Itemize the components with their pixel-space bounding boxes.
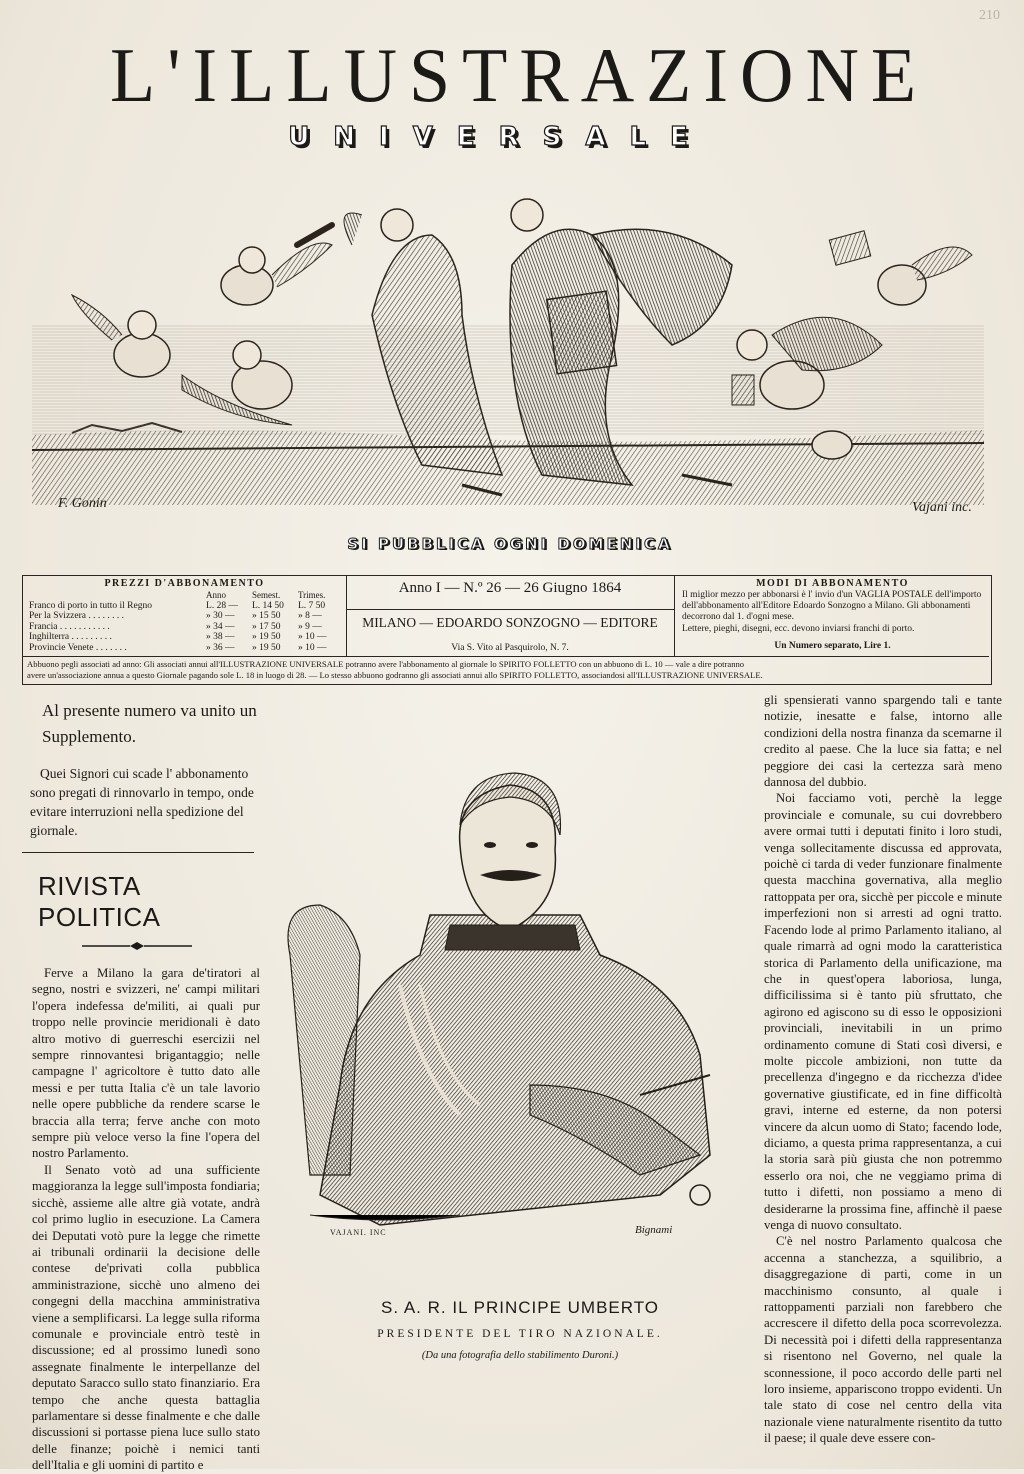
price-header-trimes: Trimes.: [297, 590, 326, 600]
price-header-anno: Anno: [206, 590, 227, 600]
portrait-artist-signature: Bignami: [635, 1224, 673, 1236]
article-paragraph: Noi facciamo voti, perchè la legge provinciale e comunale, su cui dovrebbero avere ormai tutti i deputati finito i loro studi, venga sollecitamente discussa ed approvata, poichè ci tarda di veder funzionare finalmente questa macchina governativa, alla meglio rattoppata per ora, sicchè per piccole e minute imperfezioni non si arresti ad ogni tratto. Facendo lode al primo Parlamento italiano, al quale rimarrà ad ogni modo la caratteristica storica di Parlamento della unificazione, ma che in quest'opera laboriosa, lunga, difficilissima si è tanto più sfruttato, che agirono ed agiscono su di esso le opposizioni provinciali, inevitabili in un primo ordinamento comune di Stati così diversi, e molte piccole ambizioni, non tutte da precellenza d'ingegno e da ricchezza d'idee governative giustificate, ed in fine difficoltà gravi, interne ed esterne, da non potersi vincere da alcun uomo di Stato; facendo lode, diciamo, a questa prima rappresentanza, a cui la storia sarà più giusta che non potremmo esserlo ora noi, che ne veggiamo prima di tutto i difetti, non possiamo a meno di desiderarne la prossima fine, affinchè il paese venga di nuovo consultato.: [764, 791, 1002, 1232]
left-column: [22, 698, 260, 1474]
portrait-caption-source: (Da una fotografia dello stabilimento Duroni.): [421, 1350, 619, 1361]
price-table: [29, 590, 339, 653]
allegorical-engraving: [32, 175, 984, 520]
article-paragraph: Ferve a Milano la gara de'tiratori al segno, nostri e svizzeri, ne' campi militari l'opera indefessa de'militi, ai quali pur troppo nelle provincie meridionali è dato altro motivo di guerreschi esercizii nel sempre rinnovantesi brigantaggio; nelle campagne l' agricoltore è tutto dato alle messi e per tutta Italia c'è un tale lavorio nelle opere pubbliche da rendere scarse le braccia alla terra; ferve anche con moto sempre più veloce verso la fine l'opera del nostro Parlamento.: [32, 966, 260, 1161]
article-left-body: [32, 965, 260, 1474]
article-paragraph: gli spensierati vanno spargendo tali e tante notizie, inesatte e false, intorno alle condizioni della nostra finanza da scemarne il credito al paese. Che la luce sia fatta; e nel peggiore dei casi la certezza sarà meno dannosa del dubbio.: [764, 693, 1002, 790]
renewal-notice: Quei Signori cui scade l' abbonamento sono pregati di rinnovarlo in tempo, onde evitare interruzioni nella spedizione del giornale.: [30, 766, 254, 838]
price-row: Inghilterra . . . . . . . . . » 38 — » 19 50 » 10 —: [29, 632, 327, 642]
article-paragraph: C'è nel nostro Parlamento qualcosa che accenna a stanchezza, a squilibrio, a disaggregazione di parti, come in un macchinismo consunto, al quale i rattoppamenti parziali non farebbero che accrescere il difetto della poca scorrevolezza. Di necessità poi i difetti della rappresentanza si risentono nel Governo, nel quale la sconnessione, il poco accordo delle parti nel loro insieme, appariscono troppo evidenti. Un tale stato di cose nel centro della vita nazionale viene naturalmente risentito da tutto il paese; il quale deve essere con-: [764, 1234, 1002, 1446]
subscription-methods-section: [674, 576, 991, 656]
single-copy-price: Un Numero separato, Lire 1.: [774, 641, 891, 651]
ornament-divider-icon: [82, 941, 192, 951]
discount-footnote-line-1: Abbuono pegli associati ad anno: Gli associati annui all'ILLUSTRAZIONE UNIVERSALE potranno avere l'abbonamento al giornale lo SPIRITO FOLLETTO con un abbuono di L. 10 — vale a dire potranno: [27, 659, 745, 669]
discount-footnote: [23, 656, 989, 683]
discount-footnote-line-2: avere un'associazione annua a questo Giornale pagando sole L. 18 in luogo di 28. — Lo stesso abbuono godranno gli associati annui allo SPIRITO FOLLETTO, associandosi all'ILLUSTRAZIONE UNIVERSALE.: [27, 670, 763, 680]
issue-number: Anno I — N.º 26 — 26 Giugno 1864: [398, 580, 622, 596]
engraving-signature-left: F. Gonin: [58, 496, 107, 511]
page-number: 210: [979, 8, 1000, 23]
price-table-section: [23, 576, 347, 656]
prince-umberto-portrait: [280, 755, 742, 1275]
portrait-caption-role: PRESIDENTE DEL TIRO NAZIONALE.: [377, 1328, 663, 1340]
supplement-notice: Al presente numero va unito un Supplemento.: [42, 701, 257, 746]
portrait-engraver-signature: VAJANI. INC: [330, 1228, 387, 1237]
divider: [22, 852, 254, 853]
issue-info-section: [346, 576, 675, 656]
price-row: Franco di porto in tutto il Regno L. 28 — L. 14 50 L. 7 50: [29, 600, 326, 611]
publisher-address: Via S. Vito al Pasquirolo, N. 7.: [451, 643, 569, 653]
price-row: Per la Svizzera . . . . . . . . » 30 — » 15 50 » 8 —: [29, 611, 322, 621]
engraving-signature-right: Vajani inc.: [912, 500, 972, 515]
publisher-line: MILANO — EDOARDO SONZOGNO — EDITORE: [346, 609, 674, 631]
portrait-caption-name: S. A. R. IL PRINCIPE UMBERTO: [380, 1298, 660, 1317]
price-row: Francia . . . . . . . . . . . » 34 — » 17 50 » 9 —: [29, 621, 322, 632]
right-column: [764, 692, 1002, 1447]
section-title: RIVISTA POLITICA: [38, 871, 161, 932]
masthead-subtitle: UNIVERSALE: [288, 122, 712, 152]
masthead-title: L'ILLUSTRAZIONE: [110, 32, 929, 120]
subscription-instructions: Il miglior mezzo per abbonarsi è l' invio d'un VAGLIA POSTALE dell'importo dell'abbonamento all'Editore Edoardo Sonzogno a Milano. Gli abbonamenti decorrono dal 1. d'ogni mese.: [682, 590, 982, 622]
subscription-methods-title: MODI DI ABBONAMENTO: [756, 578, 909, 589]
portrait-caption: [300, 1298, 740, 1361]
postage-note: Lettere, pieghi, disegni, ecc. devono inviarsi franchi di porto.: [682, 624, 915, 634]
price-table-title: PREZZI D'ABBONAMENTO: [104, 578, 265, 589]
price-row: Provincie Venete . . . . . . . » 36 — » 19 50 » 10 —: [29, 642, 327, 653]
article-paragraph: Il Senato votò ad una sufficiente maggioranza la legge sull'imposta fondiaria; sicchè, assieme alle altre già votate, andrà col primo luglio in esecuzione. La Camera dei Deputati votò pure la legge che rimette ai tribunali ordinarii la decisione delle contese de'privati colla pubblica amministrazione, sicchè uno almeno dei congegni della macchina amministrativa viene a semplificarsi. La legge sulla riforma comunale e provinciale entrò testè in discussione; ed al prossimo lunedì sono assegnate finalmente le interpellanze del deputato Saracco sullo stato finanziario. Era tempo che anche questa battaglia parlamentare si desse finalmente e che dalle discussioni si portasse piena luce sullo stato delle finanze; poichè i nemici tanti dell'Italia e gli uomini di partito e: [32, 1162, 260, 1473]
price-header-semest: Semest.: [251, 590, 281, 600]
subscription-info-box: [22, 575, 992, 685]
publication-tagline: SI PUBBLICA OGNI DOMENICA: [347, 535, 673, 553]
